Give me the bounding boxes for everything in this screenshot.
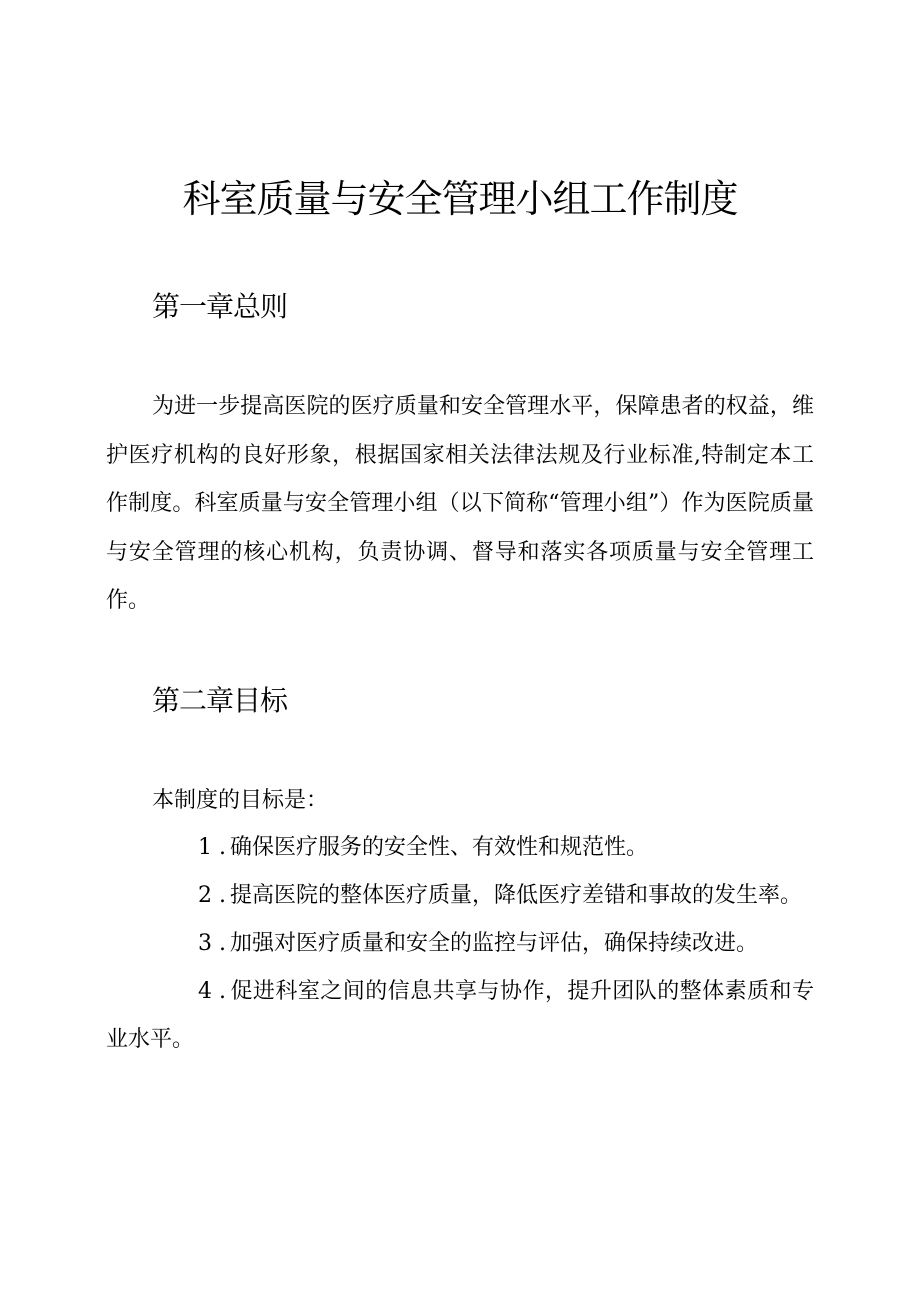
goal-item — [106, 872, 814, 920]
chapter-1-paragraph: 为进一步提高医院的医疗质量和安全管理水平，保障患者的权益，维护医疗机构的良好形象，根据国家相关法律法规及行业标准,特制定本工作制度。科室质量与安全管理小组（以下简称“管理小组”）作为医院质量与安全管理的核心机构，负责协调、督导和落实各项质量与安全管理工作。 — [106, 394, 814, 613]
goal-item — [106, 968, 814, 1064]
goal-list — [106, 824, 814, 1064]
goal-item-text: 促进科室之间的信息共享与协作，提升团队的整体素质和专业水平。 — [106, 979, 814, 1052]
goal-item — [106, 920, 814, 968]
goal-item-text: 确保医疗服务的安全性、有效性和规范性。 — [229, 835, 648, 860]
chapter-2-intro: 本制度的目标是： — [152, 788, 329, 813]
chapter-1-heading: 第一章总则 — [152, 290, 288, 323]
goal-item-number: 4 . — [198, 979, 226, 1004]
goal-item-number: 1 . — [198, 835, 226, 860]
goal-item-number: 3 . — [198, 931, 226, 956]
document-title: 科室质量与安全管理小组工作制度 — [182, 177, 738, 221]
goal-item-text: 加强对医疗质量和安全的监控与评估，确保持续改进。 — [229, 931, 758, 956]
goal-item-text: 提高医院的整体医疗质量，降低医疗差错和事故的发生率。 — [229, 883, 802, 908]
goal-item — [106, 824, 814, 872]
goal-item-number: 2 . — [198, 883, 226, 908]
chapter-2-heading: 第二章目标 — [152, 684, 288, 717]
